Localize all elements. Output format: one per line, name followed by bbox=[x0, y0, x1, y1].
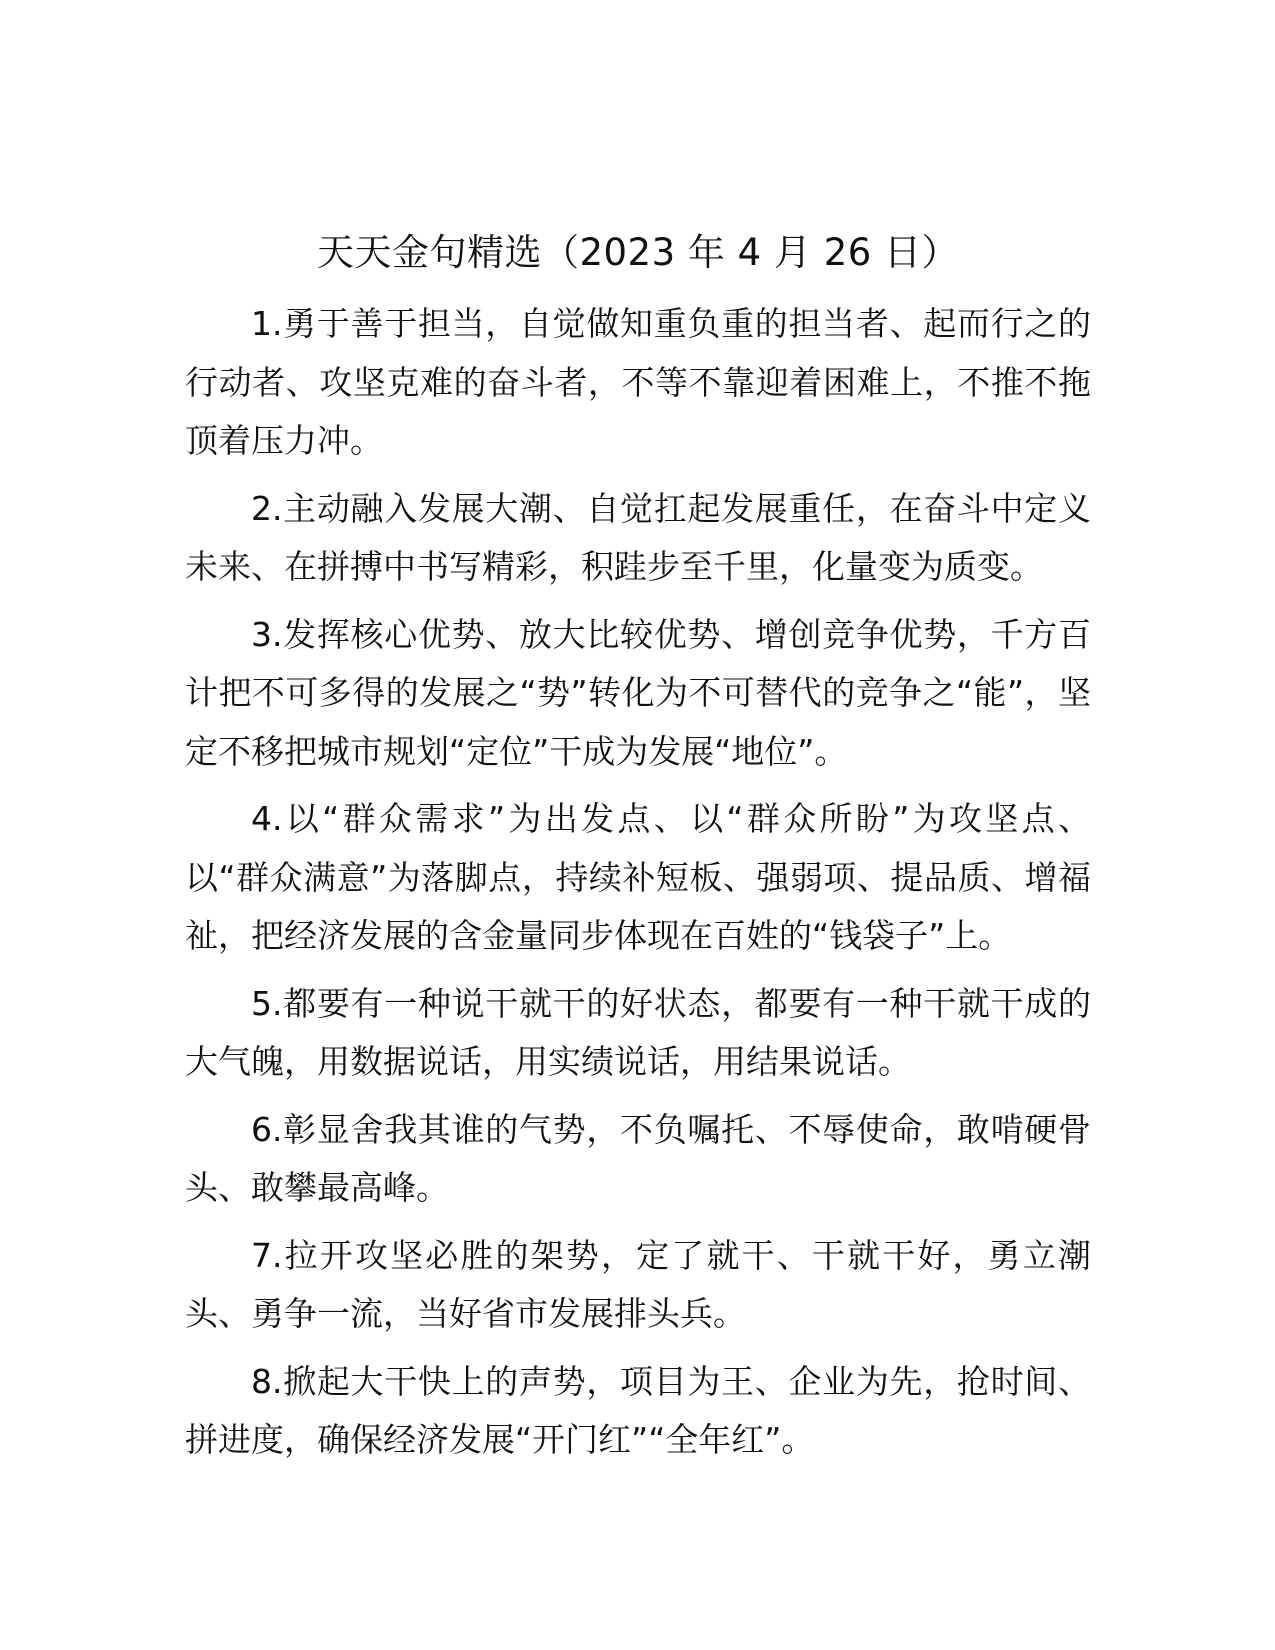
quote-item-7: 7.拉开攻坚必胜的架势，定了就干、干就干好，勇立潮头、勇争一流，当好省市发展排头兵。 bbox=[185, 1235, 1091, 1333]
quote-item-3: 3.发挥核心优势、放大比较优势、增创竞争优势，千方百计把不可多得的发展之“势”转化为不可替代的竞争之“能”，坚定不移把城市规划“定位”干成为发展“地位”。 bbox=[185, 614, 1091, 771]
quote-item-4: 4.以“群众需求”为出发点、以“群众所盼”为攻坚点、以“群众满意”为落脚点，持续补短板、强弱项、提品质、增福祉，把经济发展的含金量同步体现在百姓的“钱袋子”上。 bbox=[185, 799, 1091, 955]
quote-item-5: 5.都要有一种说干就干的好状态，都要有一种干就干成的大气魄，用数据说话，用实绩说话，用结果说话。 bbox=[185, 983, 1091, 1081]
quote-item-8: 8.掀起大干快上的声势，项目为王、企业为先，抢时间、拼进度，确保经济发展“开门红”“全年红”。 bbox=[185, 1361, 1091, 1459]
quote-item-2: 2.主动融入发展大潮、自觉扛起发展重任，在奋斗中定义未来、在拼搏中书写精彩，积跬步至千里，化量变为质变。 bbox=[185, 488, 1091, 586]
document-title: 天天金句精选（2023 年 4 月 26 日） bbox=[316, 231, 960, 274]
document-page bbox=[185, 225, 1091, 1479]
quote-item-1: 1.勇于善于担当，自觉做知重负重的担当者、起而行之的行动者、攻坚克难的奋斗者，不等不靠迎着困难上，不推不拖顶着压力冲。 bbox=[185, 304, 1091, 460]
quote-item-6: 6.彰显舍我其谁的气势，不负嘱托、不辱使命，敢啃硬骨头、敢攀最高峰。 bbox=[185, 1109, 1091, 1207]
